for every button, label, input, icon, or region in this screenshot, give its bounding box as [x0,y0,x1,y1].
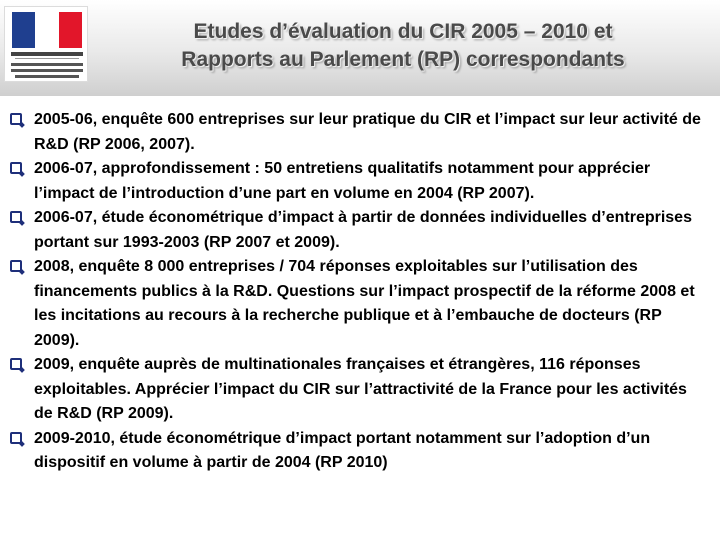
bullet-text: 2006-07, étude économétrique d’impact à partir de données individuelles d’entreprises portant sur 1993-2003 (RP 2007 et 2009). [34,209,692,251]
square-bullet-icon [10,260,22,272]
bullet-item [10,157,710,206]
bullet-text: 2008, enquête 8 000 entreprises / 704 réponses exploitables sur l’utilisation des financements publics à la R&D. Questions sur l’impact prospectif de la réforme 2008 et les incitations au recours à la recherche publique et à l’embauche de docteurs (RP 2009). [34,258,695,349]
square-bullet-icon [10,113,22,125]
slide-title-line2: Rapports au Parlement (RP) correspondants [181,48,625,71]
bullet-text: 2005-06, enquête 600 entreprises sur leur pratique du CIR et l’impact sur leur activité de R&D (RP 2006, 2007). [34,111,701,153]
bullet-item [10,255,710,353]
bullet-text: 2009, enquête auprès de multinationales françaises et étrangères, 116 réponses exploitables. Apprécier l’impact du CIR sur l’attractivité de la France pour les activités de R&D (RP 2009). [34,356,687,422]
bullet-list [10,108,710,476]
bullet-item [10,206,710,255]
republique-francaise-logo [4,6,88,82]
bullet-text: 2006-07, approfondissement : 50 entretiens qualitatifs notamment pour apprécier l’impact de l’introduction d’une part en volume en 2004 (RP 2007). [34,160,651,202]
bullet-item [10,427,710,476]
marianne-flag-icon [12,12,82,48]
bullet-text: 2009-2010, étude économétrique d’impact portant notamment sur l’adoption d’un dispositif en volume à partir de 2004 (RP 2010) [34,429,651,471]
slide-header [0,0,720,96]
square-bullet-icon [10,211,22,223]
bullet-item [10,108,710,157]
logo-ministere-text [11,63,83,66]
logo-republique-text [11,52,83,56]
bullet-item [10,353,710,427]
square-bullet-icon [10,358,22,370]
square-bullet-icon [10,162,22,174]
slide-title-line1: Etudes d’évaluation du CIR 2005 – 2010 et [193,20,613,43]
square-bullet-icon [10,432,22,444]
slide-title [98,18,708,74]
